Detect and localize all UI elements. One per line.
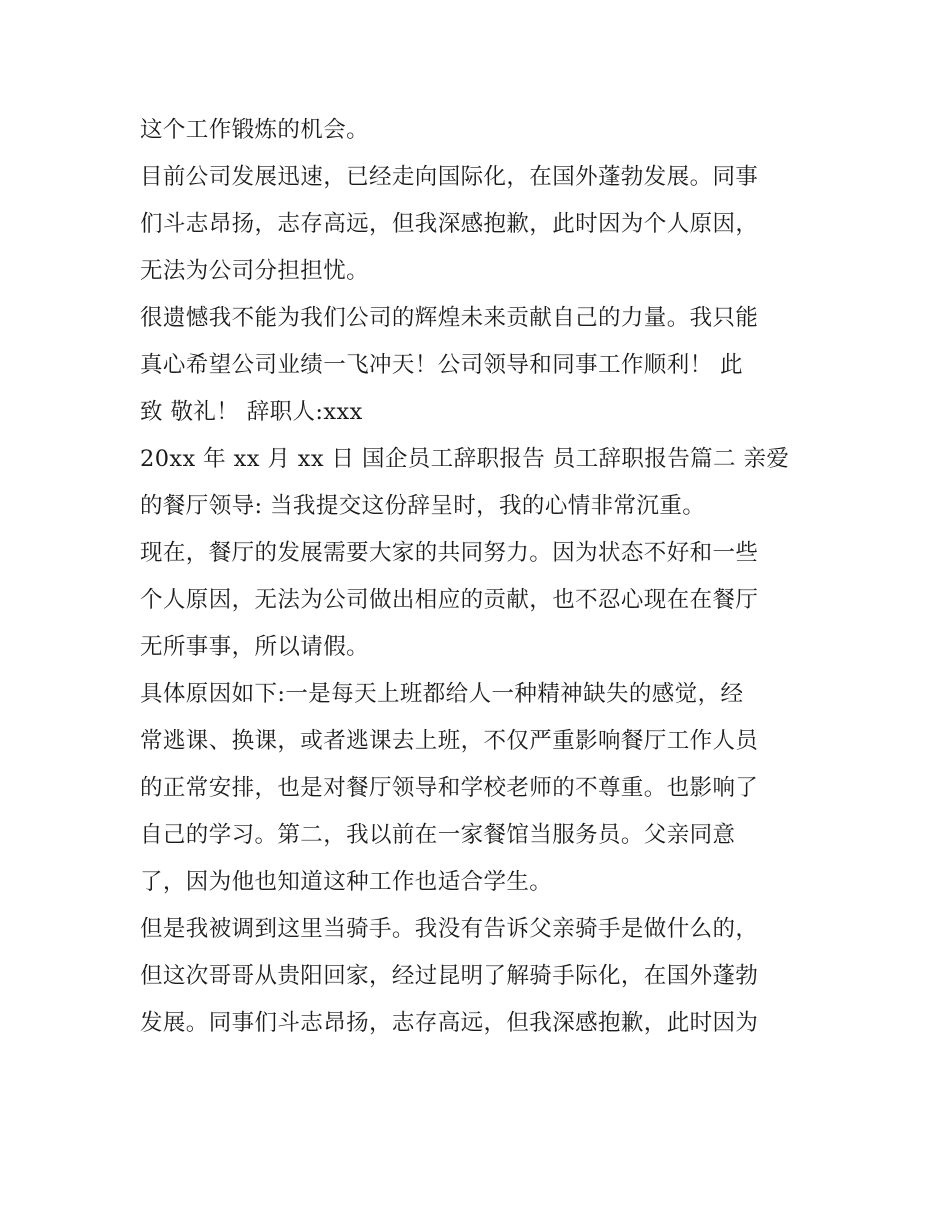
text-line: 这个工作锻炼的机会。	[140, 117, 370, 143]
text-line: 的餐厅领导: 当我提交这份辞呈时，我的心情非常沉重。	[140, 493, 706, 519]
text-line: 现在，餐厅的发展需要大家的共同努力。因为状态不好和一些	[140, 540, 759, 566]
document-body	[140, 107, 830, 1047]
text-line: 致 敬礼！ 辞职人:xxx	[140, 399, 363, 425]
text-line: 们斗志昂扬，志存高远，但我深感抱歉，此时因为个人原因，	[140, 211, 759, 237]
text-line: 个人原因，无法为公司做出相应的贡献，也不忍心现在在餐厅	[140, 587, 759, 613]
text-line: 但是我被调到这里当骑手。我没有告诉父亲骑手是做什么的，	[140, 916, 759, 942]
text-line: 无法为公司分担担忧。	[140, 258, 370, 284]
text-line: 发展。同事们斗志昂扬，志存高远，但我深感抱歉，此时因为	[140, 1010, 759, 1036]
text-line: 自己的学习。第二，我以前在一家餐馆当服务员。父亲同意	[140, 822, 736, 848]
text-line: 真心希望公司业绩一飞冲天！公司领导和同事工作顺利！ 此	[140, 352, 743, 378]
text-line: 了，因为他也知道这种工作也适合学生。	[140, 869, 553, 895]
text-line: 无所事事，所以请假。	[140, 634, 370, 660]
text-line: 但这次哥哥从贵阳回家，经过昆明了解骑手际化，在国外蓬勃	[140, 963, 759, 989]
text-line: 很遗憾我不能为我们公司的辉煌未来贡献自己的力量。我只能	[140, 305, 759, 331]
text-line: 常逃课、换课，或者逃课去上班，不仅严重影响餐厅工作人员	[140, 728, 759, 754]
text-line: 的正常安排，也是对餐厅领导和学校老师的不尊重。也影响了	[140, 775, 759, 801]
text-line: 目前公司发展迅速，已经走向国际化，在国外蓬勃发展。同事	[140, 164, 759, 190]
text-line: 具体原因如下:一是每天上班都给人一种精神缺失的感觉，经	[140, 681, 744, 707]
text-line: 20xx 年 xx 月 xx 日 国企员工辞职报告 员工辞职报告篇二 亲爱	[140, 446, 790, 472]
